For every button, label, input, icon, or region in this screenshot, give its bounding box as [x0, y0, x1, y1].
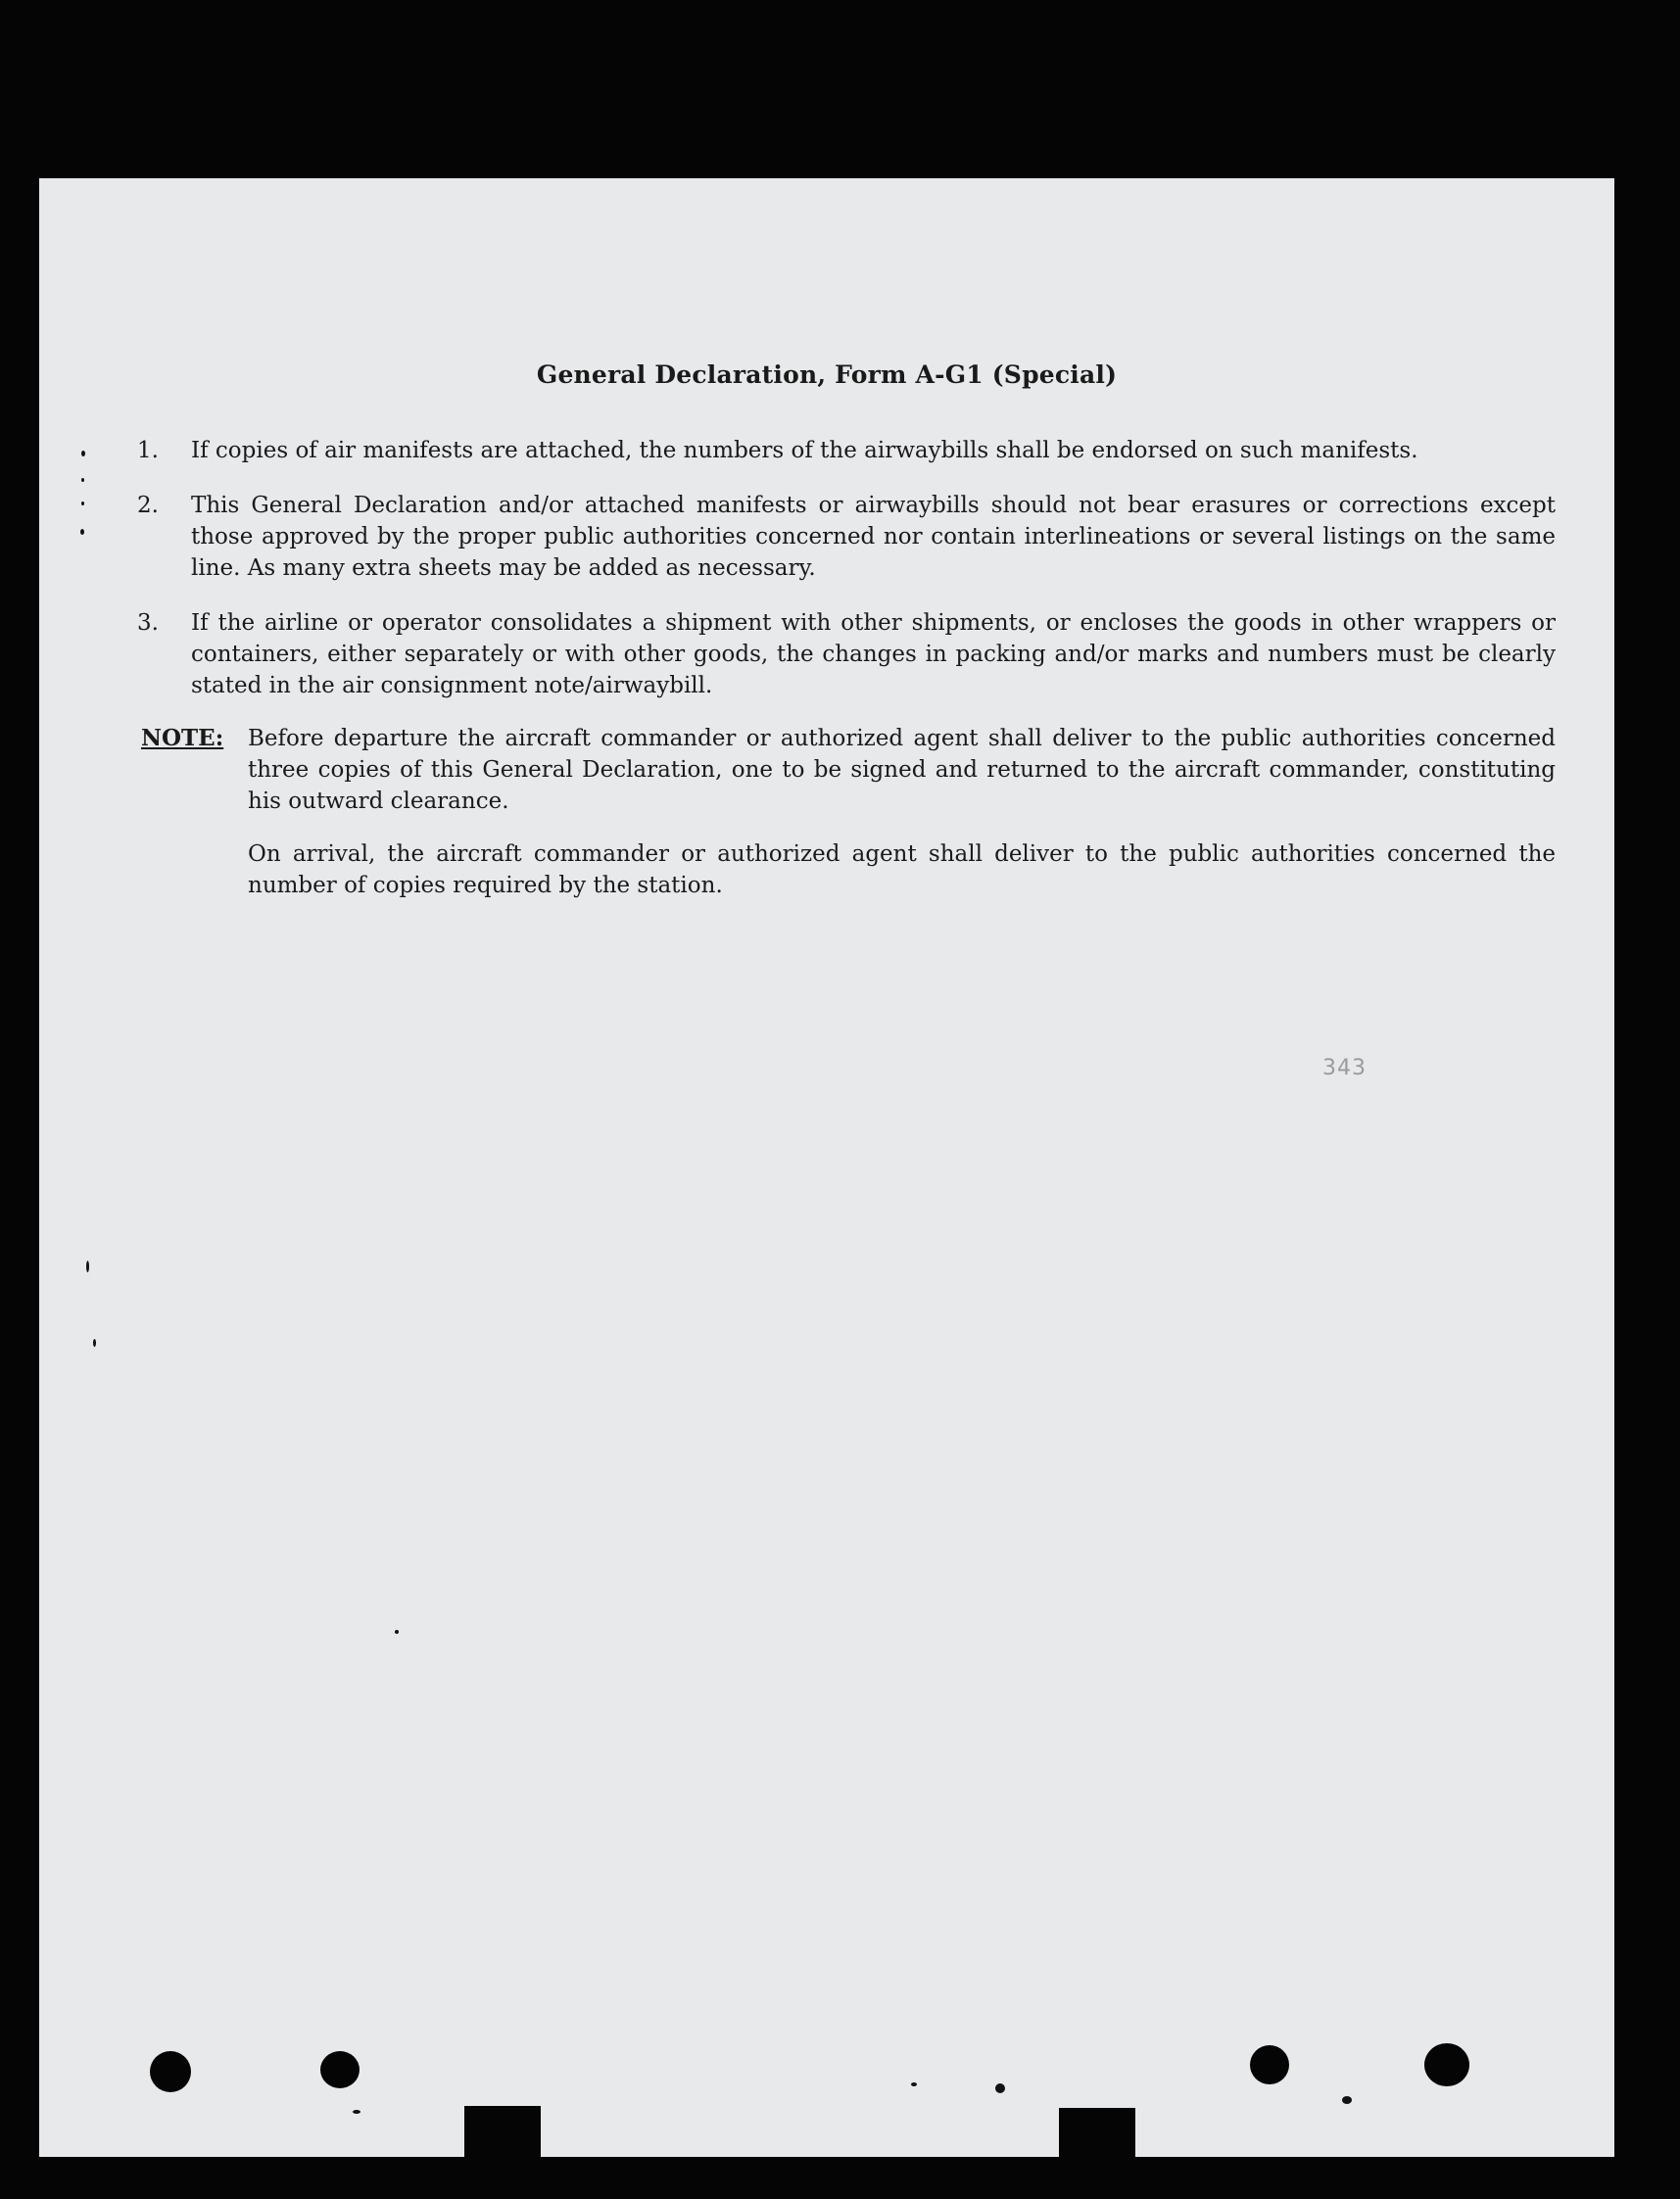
item-number: 3. [137, 610, 159, 636]
margin-speck [86, 1261, 89, 1272]
faint-bleedthrough-mark: 343 [1322, 1056, 1367, 1080]
bottom-speck [1342, 2096, 1352, 2104]
punch-hole [150, 2051, 191, 2092]
note-paragraph-2: On arrival, the aircraft commander or authorized agent shall deliver to the public authorities concerned the number of copies required by the station. [248, 841, 1556, 898]
margin-speck [395, 1630, 399, 1634]
document-body [39, 178, 1614, 2157]
margin-speck [81, 451, 85, 456]
paper-sheet [39, 178, 1614, 2157]
instruction-item-3 [137, 607, 1556, 701]
bottom-speck [911, 2082, 917, 2086]
item-text: This General Declaration and/or attached manifests or airwaybills should not bear erasures or corrections except those approved by the proper public authorities concerned nor contain interlineations or several listings on the same line. As many extra sheets may be added as necessary. [191, 493, 1556, 581]
margin-speck [80, 529, 84, 535]
instruction-item-1 [137, 435, 1556, 466]
margin-speck [93, 1339, 96, 1347]
torn-tab [1059, 2108, 1135, 2157]
note-label: NOTE: [141, 725, 224, 751]
punch-hole [1250, 2045, 1289, 2084]
item-number: 1. [137, 438, 159, 463]
torn-tab [464, 2106, 541, 2157]
item-number: 2. [137, 493, 159, 518]
bottom-speck [995, 2083, 1005, 2093]
margin-speck [81, 478, 84, 482]
bottom-speck [353, 2110, 360, 2114]
punch-hole [1424, 2043, 1469, 2086]
punch-hole [320, 2051, 360, 2088]
item-text: If the airline or operator consolidates a shipment with other shipments, or encloses the goods in other wrappers or containers, either separately or with other goods, the changes in packing and/or marks and numbers must be clearly stated in the air consignment note/airwaybill. [191, 610, 1556, 698]
document-title: General Declaration, Form A-G1 (Special) [536, 360, 1118, 389]
note-paragraph-1: Before departure the aircraft commander or authorized agent shall deliver to the public authorities concerned three copies of this General Declaration, one to be signed and returned to the aircraft commander, constituting his outward clearance. [248, 726, 1556, 814]
margin-speck [81, 502, 84, 505]
instruction-item-2 [137, 490, 1556, 584]
item-text: If copies of air manifests are attached, the numbers of the airwaybills shall be endorsed on such manifests. [191, 438, 1418, 463]
